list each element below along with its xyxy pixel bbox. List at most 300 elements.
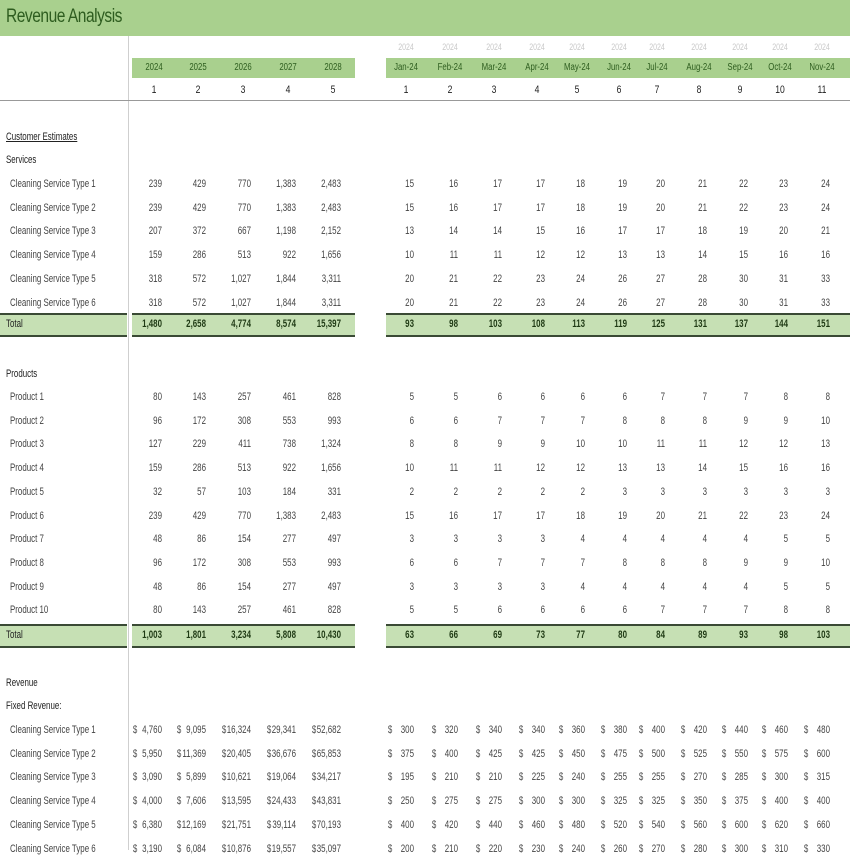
service-row-monthly-cell[interactable]: 33 [821,272,830,285]
fixed-revenue-row-annual-cell[interactable]: 4,760 [142,724,162,736]
fixed-revenue-row-monthly-cell[interactable]: 325 [613,795,627,808]
service-row-monthly-cell[interactable]: 20 [405,272,414,285]
fixed-revenue-row-monthly-cell[interactable]: 475 [613,747,627,760]
product-row-monthly-cell[interactable]: 7 [660,391,665,403]
product-row-monthly-cell[interactable]: 8 [660,414,665,427]
product-row-monthly-cell[interactable]: 5 [453,391,458,403]
fixed-revenue-row-monthly-cell[interactable]: 380 [613,724,627,736]
service-row-annual-cell[interactable]: 513 [237,249,251,262]
fixed-revenue-row-annual-cell[interactable]: 11,369 [182,747,206,760]
product-row-monthly-cell[interactable]: 8 [453,438,458,451]
product-row-annual-cell[interactable]: 86 [197,533,206,546]
fixed-revenue-row-monthly-cell[interactable]: 425 [488,747,502,760]
product-row-monthly-cell[interactable]: 2 [409,485,414,498]
product-row-annual-cell[interactable]: 32 [153,485,162,498]
fixed-revenue-row-annual-cell[interactable]: 21,751 [226,818,251,831]
fixed-revenue-row-monthly-cell[interactable]: 230 [531,842,545,855]
fixed-revenue-row-annual-cell[interactable]: 16,324 [226,724,251,736]
product-row-monthly-cell[interactable]: 21 [698,509,707,522]
product-row-annual-cell[interactable]: 57 [197,485,206,498]
service-row-monthly-cell[interactable]: 17 [618,225,627,238]
product-row-annual-cell[interactable]: 154 [237,580,251,593]
products-total-annual-cell[interactable]: 10,430 [316,629,341,641]
fixed-revenue-row-monthly-cell[interactable]: 480 [816,724,830,736]
product-row-monthly-cell[interactable]: 2 [497,485,502,498]
product-row-monthly-cell[interactable]: 3 [453,533,458,546]
product-row-annual-cell[interactable]: 86 [197,580,206,593]
product-row-monthly-cell[interactable]: 4 [702,533,707,546]
products-total-annual-cell[interactable]: 1,003 [142,629,162,641]
service-row-annual-cell[interactable]: 770 [237,178,251,190]
product-row-monthly-cell[interactable]: 3 [743,485,748,498]
service-row-monthly-cell[interactable]: 18 [576,178,585,190]
product-row-annual-cell[interactable]: 308 [237,414,251,427]
product-row-monthly-cell[interactable]: 7 [540,414,545,427]
product-row-monthly-cell[interactable]: 11 [493,462,502,475]
product-row-annual-cell[interactable]: 229 [192,438,206,451]
product-row-monthly-cell[interactable]: 13 [656,462,665,475]
service-row-monthly-cell[interactable]: 30 [739,272,748,285]
product-row-monthly-cell[interactable]: 6 [409,556,414,569]
service-row-monthly-cell[interactable]: 23 [536,296,545,309]
products-total-monthly-cell[interactable]: 84 [656,629,665,641]
product-row-monthly-cell[interactable]: 7 [743,391,748,403]
service-row-monthly-cell[interactable]: 31 [779,272,788,285]
service-row-monthly-cell[interactable]: 26 [618,272,627,285]
product-row-monthly-cell[interactable]: 2 [540,485,545,498]
service-row-monthly-cell[interactable]: 16 [449,178,458,190]
product-row-annual-cell[interactable]: 1,383 [276,509,296,522]
fixed-revenue-row-monthly-cell[interactable]: 280 [693,842,707,855]
fixed-revenue-row-annual-cell[interactable]: 10,876 [226,842,251,855]
service-row-monthly-cell[interactable]: 20 [405,296,414,309]
fixed-revenue-row-annual-cell[interactable]: 3,190 [142,842,162,855]
product-row-annual-cell[interactable]: 277 [282,580,296,593]
product-row-annual-cell[interactable]: 828 [327,391,341,403]
product-row-monthly-cell[interactable]: 3 [702,485,707,498]
service-row-monthly-cell[interactable]: 16 [821,249,830,262]
fixed-revenue-row-monthly-cell[interactable]: 270 [651,842,665,855]
product-row-annual-cell[interactable]: 738 [282,438,296,451]
product-row-monthly-cell[interactable]: 4 [743,580,748,593]
fixed-revenue-row-monthly-cell[interactable]: 460 [774,724,788,736]
fixed-revenue-row-monthly-cell[interactable]: 275 [488,795,502,808]
fixed-revenue-row-monthly-cell[interactable]: 260 [613,842,627,855]
product-row-annual-cell[interactable]: 184 [282,485,296,498]
product-row-monthly-cell[interactable]: 12 [779,438,788,451]
product-row-annual-cell[interactable]: 80 [153,604,162,617]
fixed-revenue-row-annual-cell[interactable]: 12,169 [181,818,206,831]
service-row-annual-cell[interactable]: 572 [192,296,206,309]
product-row-monthly-cell[interactable]: 16 [779,462,788,475]
product-row-monthly-cell[interactable]: 6 [497,391,502,403]
product-row-monthly-cell[interactable]: 6 [540,604,545,617]
fixed-revenue-row-annual-cell[interactable]: 24,433 [271,795,296,808]
product-row-annual-cell[interactable]: 461 [282,391,296,403]
product-row-monthly-cell[interactable]: 19 [618,509,627,522]
product-row-monthly-cell[interactable]: 4 [622,580,627,593]
product-row-monthly-cell[interactable]: 10 [618,438,627,451]
fixed-revenue-row-monthly-cell[interactable]: 350 [693,795,707,808]
fixed-revenue-row-monthly-cell[interactable]: 480 [571,818,585,831]
product-row-monthly-cell[interactable]: 9 [743,556,748,569]
product-row-annual-cell[interactable]: 96 [153,556,162,569]
fixed-revenue-row-annual-cell[interactable]: 7,606 [186,795,206,808]
fixed-revenue-row-monthly-cell[interactable]: 400 [816,795,830,808]
service-row-monthly-cell[interactable]: 15 [739,249,748,262]
product-row-monthly-cell[interactable]: 9 [783,414,788,427]
product-row-monthly-cell[interactable]: 2 [453,485,458,498]
product-row-monthly-cell[interactable]: 23 [779,509,788,522]
fixed-revenue-row-monthly-cell[interactable]: 195 [400,771,414,784]
services-total-annual-cell[interactable]: 2,658 [186,318,206,330]
service-row-monthly-cell[interactable]: 24 [821,201,830,214]
fixed-revenue-row-annual-cell[interactable]: 5,899 [186,771,206,784]
product-row-annual-cell[interactable]: 48 [153,533,162,546]
services-total-annual-cell[interactable]: 15,397 [316,318,341,330]
product-row-monthly-cell[interactable]: 3 [540,533,545,546]
service-row-annual-cell[interactable]: 3,311 [321,272,341,285]
service-row-annual-cell[interactable]: 318 [148,296,162,309]
service-row-monthly-cell[interactable]: 21 [698,201,707,214]
fixed-revenue-row-monthly-cell[interactable]: 300 [774,771,788,784]
product-row-annual-cell[interactable]: 257 [237,604,251,617]
products-total-annual-cell[interactable]: 1,801 [186,629,206,641]
products-total-monthly-cell[interactable]: 77 [576,629,585,641]
product-row-annual-cell[interactable]: 513 [237,462,251,475]
product-row-annual-cell[interactable]: 411 [238,438,251,451]
fixed-revenue-row-monthly-cell[interactable]: 375 [400,747,414,760]
product-row-monthly-cell[interactable]: 4 [580,580,585,593]
service-row-monthly-cell[interactable]: 21 [449,272,458,285]
fixed-revenue-row-monthly-cell[interactable]: 255 [613,771,627,784]
product-row-monthly-cell[interactable]: 6 [453,556,458,569]
service-row-monthly-cell[interactable]: 20 [656,178,665,190]
product-row-monthly-cell[interactable]: 6 [580,604,585,617]
service-row-monthly-cell[interactable]: 23 [536,272,545,285]
product-row-monthly-cell[interactable]: 5 [409,391,414,403]
fixed-revenue-row-annual-cell[interactable]: 39,114 [272,818,296,831]
product-row-annual-cell[interactable]: 2,483 [321,509,341,522]
service-row-monthly-cell[interactable]: 28 [698,272,707,285]
service-row-monthly-cell[interactable]: 16 [779,249,788,262]
service-row-monthly-cell[interactable]: 19 [618,201,627,214]
product-row-monthly-cell[interactable]: 4 [660,580,665,593]
service-row-monthly-cell[interactable]: 10 [405,249,414,262]
fixed-revenue-row-monthly-cell[interactable]: 270 [693,771,707,784]
fixed-revenue-row-monthly-cell[interactable]: 500 [651,747,665,760]
product-row-annual-cell[interactable]: 553 [282,414,296,427]
product-row-monthly-cell[interactable]: 7 [702,604,707,617]
product-row-annual-cell[interactable]: 257 [237,391,251,403]
fixed-revenue-row-monthly-cell[interactable]: 575 [774,747,788,760]
service-row-monthly-cell[interactable]: 28 [698,296,707,309]
service-row-monthly-cell[interactable]: 14 [493,225,502,238]
service-row-monthly-cell[interactable]: 11 [493,249,502,262]
service-row-annual-cell[interactable]: 239 [148,178,162,190]
product-row-monthly-cell[interactable]: 6 [453,414,458,427]
product-row-monthly-cell[interactable]: 7 [497,414,502,427]
fixed-revenue-row-monthly-cell[interactable]: 285 [734,771,748,784]
product-row-monthly-cell[interactable]: 2 [580,485,585,498]
product-row-annual-cell[interactable]: 127 [148,438,162,451]
service-row-monthly-cell[interactable]: 23 [779,201,788,214]
products-total-monthly-cell[interactable]: 66 [449,629,458,641]
product-row-monthly-cell[interactable]: 16 [821,462,830,475]
product-row-monthly-cell[interactable]: 7 [580,414,585,427]
product-row-monthly-cell[interactable]: 5 [783,533,788,546]
products-total-annual-cell[interactable]: 5,808 [276,629,296,641]
product-row-monthly-cell[interactable]: 12 [739,438,748,451]
fixed-revenue-row-monthly-cell[interactable]: 210 [488,771,502,784]
product-row-annual-cell[interactable]: 429 [192,509,206,522]
service-row-annual-cell[interactable]: 1,844 [276,296,296,309]
product-row-monthly-cell[interactable]: 7 [702,391,707,403]
product-row-monthly-cell[interactable]: 9 [540,438,545,451]
service-row-monthly-cell[interactable]: 17 [493,201,502,214]
fixed-revenue-row-monthly-cell[interactable]: 520 [613,818,627,831]
fixed-revenue-row-annual-cell[interactable]: 35,097 [316,842,341,855]
product-row-monthly-cell[interactable]: 9 [783,556,788,569]
fixed-revenue-row-annual-cell[interactable]: 3,090 [142,771,162,784]
fixed-revenue-row-monthly-cell[interactable]: 300 [734,842,748,855]
fixed-revenue-row-monthly-cell[interactable]: 225 [531,771,545,784]
services-total-monthly-cell[interactable]: 98 [449,318,458,330]
product-row-monthly-cell[interactable]: 11 [449,462,458,475]
fixed-revenue-row-monthly-cell[interactable]: 325 [651,795,665,808]
product-row-monthly-cell[interactable]: 10 [576,438,585,451]
service-row-monthly-cell[interactable]: 15 [405,201,414,214]
fixed-revenue-row-monthly-cell[interactable]: 400 [774,795,788,808]
service-row-monthly-cell[interactable]: 24 [576,272,585,285]
fixed-revenue-row-annual-cell[interactable]: 36,676 [271,747,296,760]
services-total-monthly-cell[interactable]: 108 [531,318,545,330]
services-total-monthly-cell[interactable]: 137 [734,318,748,330]
products-total-monthly-cell[interactable]: 69 [493,629,502,641]
service-row-monthly-cell[interactable]: 21 [821,225,830,238]
service-row-monthly-cell[interactable]: 17 [536,201,545,214]
service-row-annual-cell[interactable]: 667 [237,225,251,238]
product-row-monthly-cell[interactable]: 4 [580,533,585,546]
product-row-monthly-cell[interactable]: 11 [698,438,707,451]
service-row-monthly-cell[interactable]: 18 [698,225,707,238]
service-row-monthly-cell[interactable]: 19 [739,225,748,238]
product-row-monthly-cell[interactable]: 10 [821,414,830,427]
services-total-monthly-cell[interactable]: 113 [572,318,585,330]
service-row-annual-cell[interactable]: 3,311 [321,296,341,309]
service-row-monthly-cell[interactable]: 11 [449,249,458,262]
product-row-monthly-cell[interactable]: 22 [739,509,748,522]
product-row-monthly-cell[interactable]: 13 [821,438,830,451]
product-row-monthly-cell[interactable]: 15 [405,509,414,522]
fixed-revenue-row-monthly-cell[interactable]: 210 [444,842,458,855]
product-row-monthly-cell[interactable]: 5 [825,580,830,593]
product-row-annual-cell[interactable]: 770 [237,509,251,522]
fixed-revenue-row-monthly-cell[interactable]: 420 [444,818,458,831]
product-row-monthly-cell[interactable]: 3 [825,485,830,498]
fixed-revenue-row-monthly-cell[interactable]: 440 [488,818,502,831]
products-total-annual-cell[interactable]: 3,234 [231,629,251,641]
product-row-monthly-cell[interactable]: 15 [739,462,748,475]
services-total-monthly-cell[interactable]: 119 [614,318,627,330]
fixed-revenue-row-annual-cell[interactable]: 13,595 [226,795,251,808]
service-row-monthly-cell[interactable]: 33 [821,296,830,309]
product-row-monthly-cell[interactable]: 12 [576,462,585,475]
product-row-monthly-cell[interactable]: 5 [783,580,788,593]
service-row-monthly-cell[interactable]: 16 [449,201,458,214]
products-total-monthly-cell[interactable]: 98 [779,629,788,641]
product-row-monthly-cell[interactable]: 6 [540,391,545,403]
fixed-revenue-row-monthly-cell[interactable]: 360 [571,724,585,736]
products-total-monthly-cell[interactable]: 89 [698,629,707,641]
service-row-monthly-cell[interactable]: 16 [576,225,585,238]
fixed-revenue-row-monthly-cell[interactable]: 340 [488,724,502,736]
product-row-monthly-cell[interactable]: 3 [453,580,458,593]
fixed-revenue-row-monthly-cell[interactable]: 340 [531,724,545,736]
service-row-monthly-cell[interactable]: 13 [405,225,414,238]
fixed-revenue-row-annual-cell[interactable]: 6,084 [186,842,206,855]
product-row-annual-cell[interactable]: 497 [327,580,341,593]
service-row-monthly-cell[interactable]: 31 [779,296,788,309]
product-row-annual-cell[interactable]: 1,656 [321,462,341,475]
service-row-monthly-cell[interactable]: 15 [405,178,414,190]
product-row-monthly-cell[interactable]: 3 [497,533,502,546]
product-row-annual-cell[interactable]: 154 [237,533,251,546]
product-row-monthly-cell[interactable]: 8 [825,391,830,403]
service-row-monthly-cell[interactable]: 20 [779,225,788,238]
services-total-monthly-cell[interactable]: 103 [488,318,502,330]
product-row-annual-cell[interactable]: 461 [282,604,296,617]
product-row-monthly-cell[interactable]: 6 [580,391,585,403]
fixed-revenue-row-monthly-cell[interactable]: 460 [531,818,545,831]
service-row-monthly-cell[interactable]: 12 [576,249,585,262]
fixed-revenue-row-monthly-cell[interactable]: 660 [816,818,830,831]
product-row-monthly-cell[interactable]: 8 [783,391,788,403]
service-row-monthly-cell[interactable]: 15 [536,225,545,238]
fixed-revenue-row-monthly-cell[interactable]: 400 [651,724,665,736]
services-total-monthly-cell[interactable]: 131 [693,318,707,330]
product-row-monthly-cell[interactable]: 12 [536,462,545,475]
fixed-revenue-row-monthly-cell[interactable]: 560 [693,818,707,831]
fixed-revenue-row-monthly-cell[interactable]: 315 [816,771,830,784]
service-row-monthly-cell[interactable]: 22 [739,178,748,190]
service-row-monthly-cell[interactable]: 27 [656,296,665,309]
service-row-annual-cell[interactable]: 2,483 [321,178,341,190]
service-row-monthly-cell[interactable]: 17 [536,178,545,190]
product-row-annual-cell[interactable]: 143 [192,391,206,403]
product-row-monthly-cell[interactable]: 4 [660,533,665,546]
services-total-annual-cell[interactable]: 4,774 [231,318,251,330]
product-row-monthly-cell[interactable]: 24 [821,509,830,522]
fixed-revenue-row-monthly-cell[interactable]: 425 [531,747,545,760]
service-row-annual-cell[interactable]: 1,656 [321,249,341,262]
product-row-annual-cell[interactable]: 828 [327,604,341,617]
fixed-revenue-row-monthly-cell[interactable]: 420 [693,724,707,736]
service-row-annual-cell[interactable]: 922 [282,249,296,262]
service-row-monthly-cell[interactable]: 13 [618,249,627,262]
product-row-annual-cell[interactable]: 553 [282,556,296,569]
fixed-revenue-row-annual-cell[interactable]: 10,621 [226,771,251,784]
product-row-annual-cell[interactable]: 159 [148,462,162,475]
fixed-revenue-row-annual-cell[interactable]: 20,405 [226,747,251,760]
fixed-revenue-row-monthly-cell[interactable]: 540 [651,818,665,831]
product-row-annual-cell[interactable]: 497 [327,533,341,546]
product-row-monthly-cell[interactable]: 3 [409,580,414,593]
fixed-revenue-row-monthly-cell[interactable]: 200 [400,842,414,855]
fixed-revenue-row-monthly-cell[interactable]: 220 [488,842,502,855]
product-row-monthly-cell[interactable]: 7 [580,556,585,569]
product-row-annual-cell[interactable]: 1,324 [321,438,341,451]
fixed-revenue-row-monthly-cell[interactable]: 400 [444,747,458,760]
services-total-annual-cell[interactable]: 8,574 [276,318,296,330]
product-row-annual-cell[interactable]: 48 [153,580,162,593]
fixed-revenue-row-annual-cell[interactable]: 19,064 [271,771,296,784]
products-total-monthly-cell[interactable]: 63 [405,629,414,641]
product-row-annual-cell[interactable]: 172 [192,556,206,569]
fixed-revenue-row-monthly-cell[interactable]: 320 [444,724,458,736]
product-row-annual-cell[interactable]: 922 [282,462,296,475]
product-row-annual-cell[interactable]: 331 [327,485,341,498]
fixed-revenue-row-monthly-cell[interactable]: 300 [531,795,545,808]
service-row-monthly-cell[interactable]: 22 [493,296,502,309]
fixed-revenue-row-monthly-cell[interactable]: 240 [571,771,585,784]
fixed-revenue-row-monthly-cell[interactable]: 330 [816,842,830,855]
fixed-revenue-row-monthly-cell[interactable]: 525 [693,747,707,760]
product-row-monthly-cell[interactable]: 11 [656,438,665,451]
product-row-monthly-cell[interactable]: 7 [540,556,545,569]
service-row-annual-cell[interactable]: 318 [148,272,162,285]
service-row-monthly-cell[interactable]: 14 [698,249,707,262]
product-row-monthly-cell[interactable]: 13 [618,462,627,475]
service-row-monthly-cell[interactable]: 24 [821,178,830,190]
fixed-revenue-row-annual-cell[interactable]: 70,193 [316,818,341,831]
fixed-revenue-row-annual-cell[interactable]: 9,095 [186,724,206,736]
product-row-annual-cell[interactable]: 96 [153,414,162,427]
fixed-revenue-row-monthly-cell[interactable]: 300 [400,724,414,736]
product-row-monthly-cell[interactable]: 7 [660,604,665,617]
product-row-monthly-cell[interactable]: 8 [783,604,788,617]
service-row-monthly-cell[interactable]: 17 [656,225,665,238]
service-row-annual-cell[interactable]: 286 [192,249,206,262]
product-row-monthly-cell[interactable]: 4 [622,533,627,546]
service-row-monthly-cell[interactable]: 27 [656,272,665,285]
product-row-monthly-cell[interactable]: 4 [743,533,748,546]
product-row-monthly-cell[interactable]: 6 [622,391,627,403]
fixed-revenue-row-monthly-cell[interactable]: 375 [734,795,748,808]
product-row-monthly-cell[interactable]: 5 [409,604,414,617]
service-row-monthly-cell[interactable]: 30 [739,296,748,309]
service-row-annual-cell[interactable]: 429 [192,178,206,190]
product-row-monthly-cell[interactable]: 6 [622,604,627,617]
product-row-monthly-cell[interactable]: 10 [821,556,830,569]
service-row-monthly-cell[interactable]: 17 [493,178,502,190]
fixed-revenue-row-monthly-cell[interactable]: 550 [734,747,748,760]
service-row-annual-cell[interactable]: 2,152 [321,225,341,238]
product-row-monthly-cell[interactable]: 4 [702,580,707,593]
service-row-monthly-cell[interactable]: 21 [698,178,707,190]
service-row-monthly-cell[interactable]: 26 [618,296,627,309]
product-row-monthly-cell[interactable]: 3 [660,485,665,498]
product-row-annual-cell[interactable]: 286 [192,462,206,475]
product-row-monthly-cell[interactable]: 20 [656,509,665,522]
fixed-revenue-row-annual-cell[interactable]: 52,682 [316,724,341,736]
fixed-revenue-row-monthly-cell[interactable]: 310 [774,842,788,855]
product-row-monthly-cell[interactable]: 3 [622,485,627,498]
product-row-monthly-cell[interactable]: 8 [660,556,665,569]
fixed-revenue-row-monthly-cell[interactable]: 600 [816,747,830,760]
product-row-monthly-cell[interactable]: 3 [540,580,545,593]
service-row-monthly-cell[interactable]: 20 [656,201,665,214]
